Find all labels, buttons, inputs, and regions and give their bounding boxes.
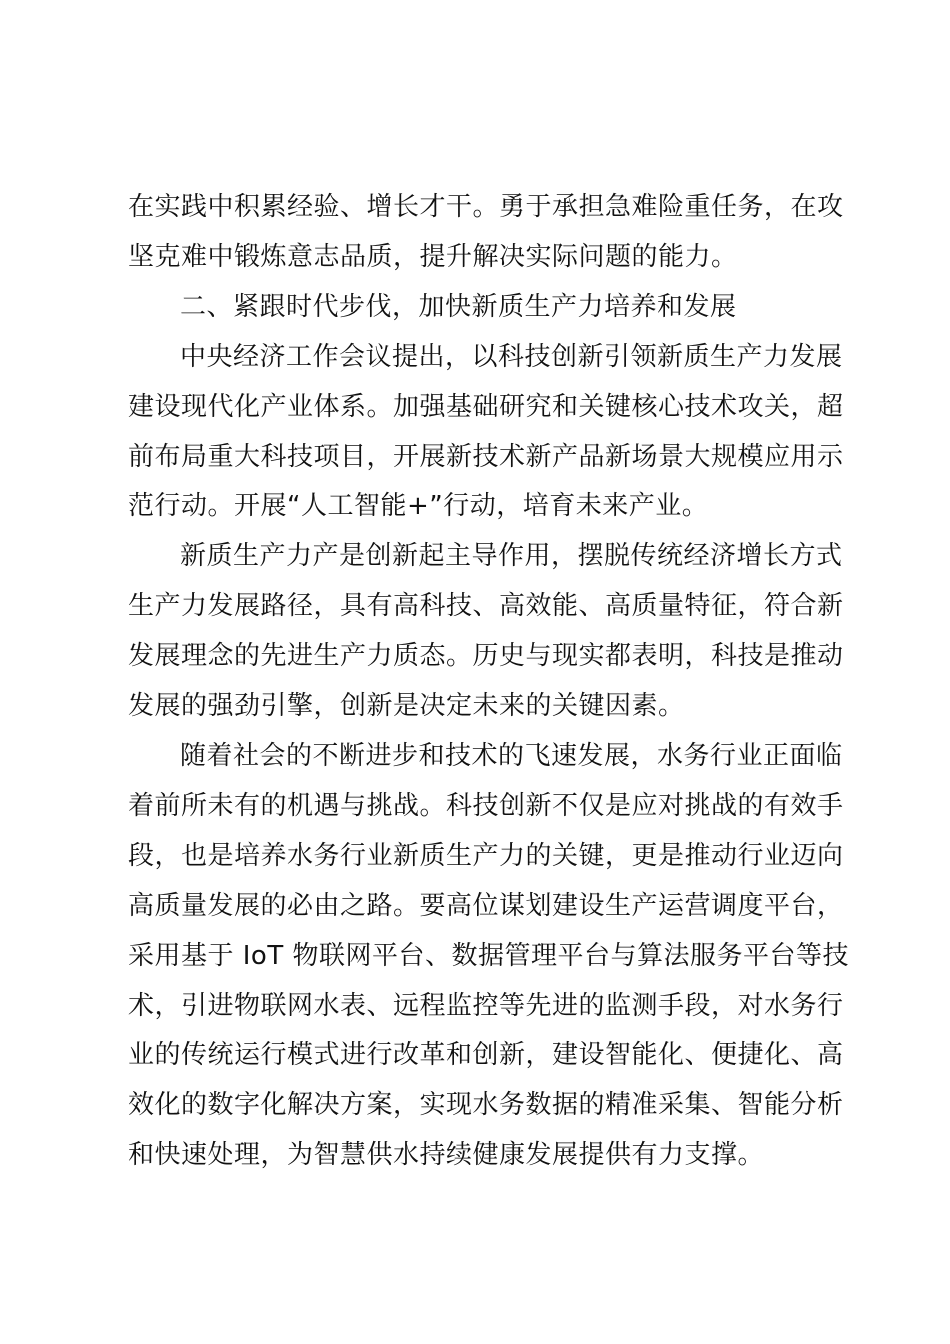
text-line: 前布局重大科技项目，开展新技术新产品新场景大规模应用示: [128, 441, 844, 472]
text-line: 发展理念的先进生产力质态。历史与现实都表明，科技是推动: [128, 641, 844, 672]
text-line: 效化的数字化解决方案，实现水务数据的精准采集、智能分析: [128, 1090, 844, 1121]
text-line: 生产力发展路径，具有高科技、高效能、高质量特征，符合新: [128, 591, 844, 622]
text-line: 段，也是培养水务行业新质生产力的关键，更是推动行业迈向: [128, 840, 844, 871]
text-line: 业的传统运行模式进行改革和创新，建设智能化、便捷化、高: [128, 1040, 844, 1071]
text-line: 高质量发展的必由之路。要高位谋划建设生产运营调度平台，: [128, 890, 844, 921]
text-line: 坚克难中锻炼意志品质，提升解决实际问题的能力。: [128, 241, 738, 272]
paragraph-continuation: [128, 183, 844, 283]
text-line: 术，引进物联网水表、远程监控等先进的监测手段，对水务行: [128, 990, 844, 1021]
text-line: 在实践中积累经验、增长才干。勇于承担急难险重任务，在攻: [128, 192, 844, 222]
text-line: 随着社会的不断进步和技术的飞速发展，水务行业正面临: [180, 740, 843, 771]
paragraph: [128, 333, 844, 533]
text-line: 新质生产力产是创新起主导作用，摆脱传统经济增长方式: [180, 541, 843, 572]
paragraph: [128, 732, 849, 1181]
text-line: 着前所未有的机遇与挑战。科技创新不仅是应对挑战的有效手: [128, 790, 844, 821]
heading-text: 二、紧跟时代步伐，加快新质生产力培养和发展: [180, 291, 737, 322]
text-line: 发展的强劲引擎，创新是决定未来的关键因素。: [128, 691, 685, 722]
text-line: 采用基于 IoT 物联网平台、数据管理平台与算法服务平台等技: [128, 940, 849, 971]
text-line: 范行动。开展“人工智能+”行动，培育未来产业。: [128, 491, 709, 522]
text-line: 中央经济工作会议提出，以科技创新引领新质生产力发展: [180, 341, 843, 372]
section-heading: [128, 283, 832, 333]
document-body: [128, 183, 849, 1181]
text-line: 和快速处理，为智慧供水持续健康发展提供有力支撑。: [128, 1140, 765, 1171]
text-line: 建设现代化产业体系。加强基础研究和关键核心技术攻关，超: [128, 391, 844, 422]
paragraph: [128, 532, 844, 732]
